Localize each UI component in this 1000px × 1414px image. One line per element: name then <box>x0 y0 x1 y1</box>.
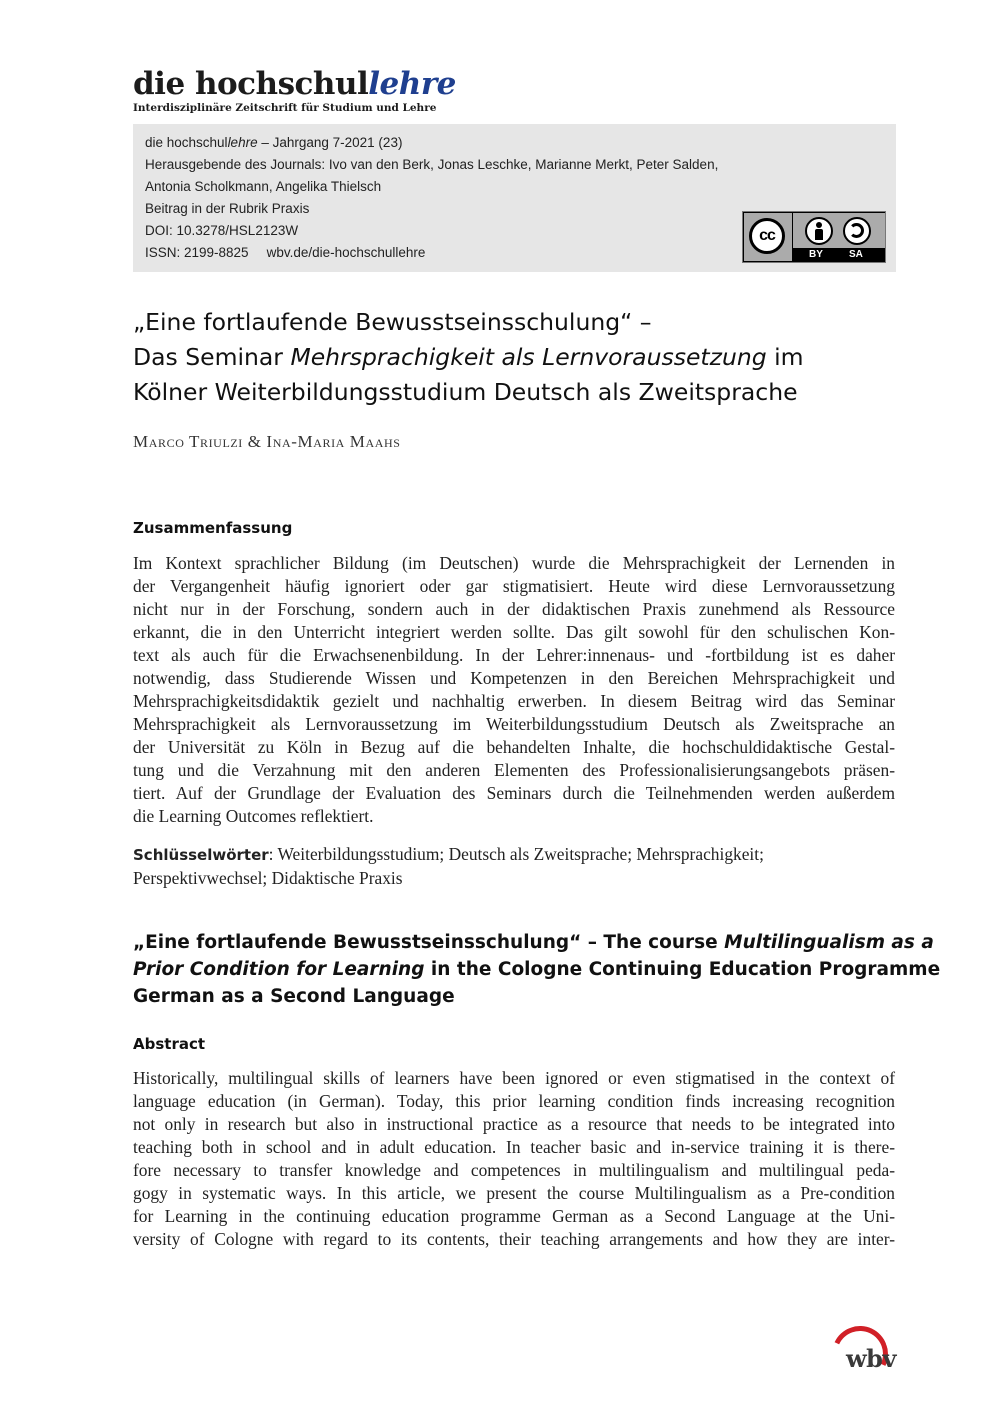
english-title-line-2: Prior Condition for Learning in the Cologne Continuing Education Programme <box>133 959 941 980</box>
text-line: for Learning in the continuing education programme German as a Second Language at the Uni- <box>133 1206 895 1226</box>
keywords <box>133 843 764 890</box>
text-line: versity of Cologne with regard to its contents, their teaching arrangements and how they are inter- <box>133 1229 895 1249</box>
text-line: gogy in systematic ways. In this article, we present the course Multilingualism as a Pre-condition <box>133 1183 895 1203</box>
text-line: Im Kontext sprachlicher Bildung (im Deutschen) wurde die Mehrsprachigkeit der Lernenden in <box>133 553 895 573</box>
journal-logo-text: die hochschullehre <box>133 66 456 102</box>
abstract-text <box>133 1067 895 1251</box>
english-title-line-1: „Eine fortlaufende Bewusstseinsschulung“ – The course Multilingualism as a <box>133 932 934 953</box>
keywords-label: Schlüsselwörter <box>133 846 269 864</box>
text-line: der Universität zu Köln in Bezug auf die behandelten Inhalte, die hochschuldidaktische Gestal- <box>133 737 895 757</box>
website-link[interactable]: wbv.de/die-hochschullehre <box>266 245 426 260</box>
editors-line-1: Herausgebende des Journals: Ivo van den Berk, Jonas Leschke, Marianne Merkt, Peter Salden, <box>145 157 719 172</box>
journal-logo <box>133 66 456 114</box>
text-line: erkannt, die in den Unterricht integriert werden sollte. Das gilt sowohl für den schulischen Kon- <box>133 622 895 642</box>
text-line: nicht nur in der Forschung, sondern auch in der didaktischen Praxis zunehmend als Ressource <box>133 599 895 619</box>
text-line: Mehrsprachigkeitsdidaktik gezielt und nachhaltig erwerben. In diesem Beitrag wird das Seminar <box>133 691 895 711</box>
text-line: text als auch für die Erwachsenenbildung. In der Lehrer:innenaus- und -fortbildung ist es daher <box>133 645 895 665</box>
person-icon <box>805 217 833 245</box>
share-alike-icon <box>843 217 871 245</box>
cc-license-badge[interactable] <box>742 211 886 263</box>
doi: DOI: 10.3278/HSL2123W <box>145 223 299 238</box>
text-line: tung und die Verzahnung mit den anderen Elementen des Professionalisierungsangebots präsen- <box>133 760 895 780</box>
rubric: Beitrag in der Rubrik Praxis <box>145 201 310 216</box>
text-line: not only in research but also in instructional practice as a resource that needs to be integrated into <box>133 1114 895 1134</box>
title-line-2: Das Seminar Mehrsprachigkeit als Lernvoraussetzung im <box>133 343 804 371</box>
cc-icon: cc <box>749 218 785 254</box>
text-line: die Learning Outcomes reflektiert. <box>133 806 374 826</box>
text-line: tiert. Auf der Grundlage der Evaluation des Seminars durch die Teilnehmenden werden außerdem <box>133 783 895 803</box>
zusammenfassung-text <box>133 552 895 828</box>
text-line: Mehrsprachigkeit als Lernvoraussetzung im Weiterbildungsstudium Deutsch als Zweitsprache an <box>133 714 895 734</box>
zusammenfassung-heading: Zusammenfassung <box>133 519 293 537</box>
text-line: Historically, multilingual skills of learners have been ignored or even stigmatised in the context of <box>133 1068 895 1088</box>
text-line: language education (in German). Today, this prior learning condition finds increasing recognition <box>133 1091 895 1111</box>
text-line: teaching both in school and in adult education. In teacher basic and in-service training it is there- <box>133 1137 895 1157</box>
abstract-heading: Abstract <box>133 1035 206 1053</box>
text-line: der Vergangenheit häufig ignoriert oder gar stigmatisiert. Heute wird diese Lernvoraussetzung <box>133 576 895 596</box>
text-line: fore necessary to transfer knowledge and competences in multilingualism and multilingual peda- <box>133 1160 895 1180</box>
issn-line <box>145 242 718 264</box>
publisher-logo-text: wbv <box>846 1344 896 1373</box>
keywords-line-1: : Weiterbildungsstudium; Deutsch als Zweitsprache; Mehrsprachigkeit; <box>268 844 764 864</box>
title-line-1: „Eine fortlaufende Bewusstseinsschulung“ – <box>133 308 652 336</box>
english-title <box>133 929 940 1010</box>
journal-volume: die hochschullehre – Jahrgang 7-2021 (23) <box>145 135 403 150</box>
issn: ISSN: 2199-8825 <box>145 245 249 260</box>
authors: Marco Triulzi & Ina-Maria Maahs <box>133 432 401 451</box>
english-title-line-3: German as a Second Language <box>133 986 455 1007</box>
article-title <box>133 305 913 410</box>
journal-tagline: Interdisziplinäre Zeitschrift für Studium und Lehre <box>133 102 437 114</box>
editors-line-2: Antonia Scholkmann, Angelika Thielsch <box>145 179 382 194</box>
license-by-label: BY <box>809 249 823 260</box>
license-sa-label: SA <box>849 249 863 260</box>
title-line-3: Kölner Weiterbildungsstudium Deutsch als Zweitsprache <box>133 378 798 406</box>
keywords-line-2: Perspektivwechsel; Didaktische Praxis <box>133 868 403 888</box>
text-line: notwendig, dass Studierende Wissen und Kompetenzen in den Bereichen Mehrsprachigkeit und <box>133 668 895 688</box>
publisher-logo <box>820 1326 900 1382</box>
